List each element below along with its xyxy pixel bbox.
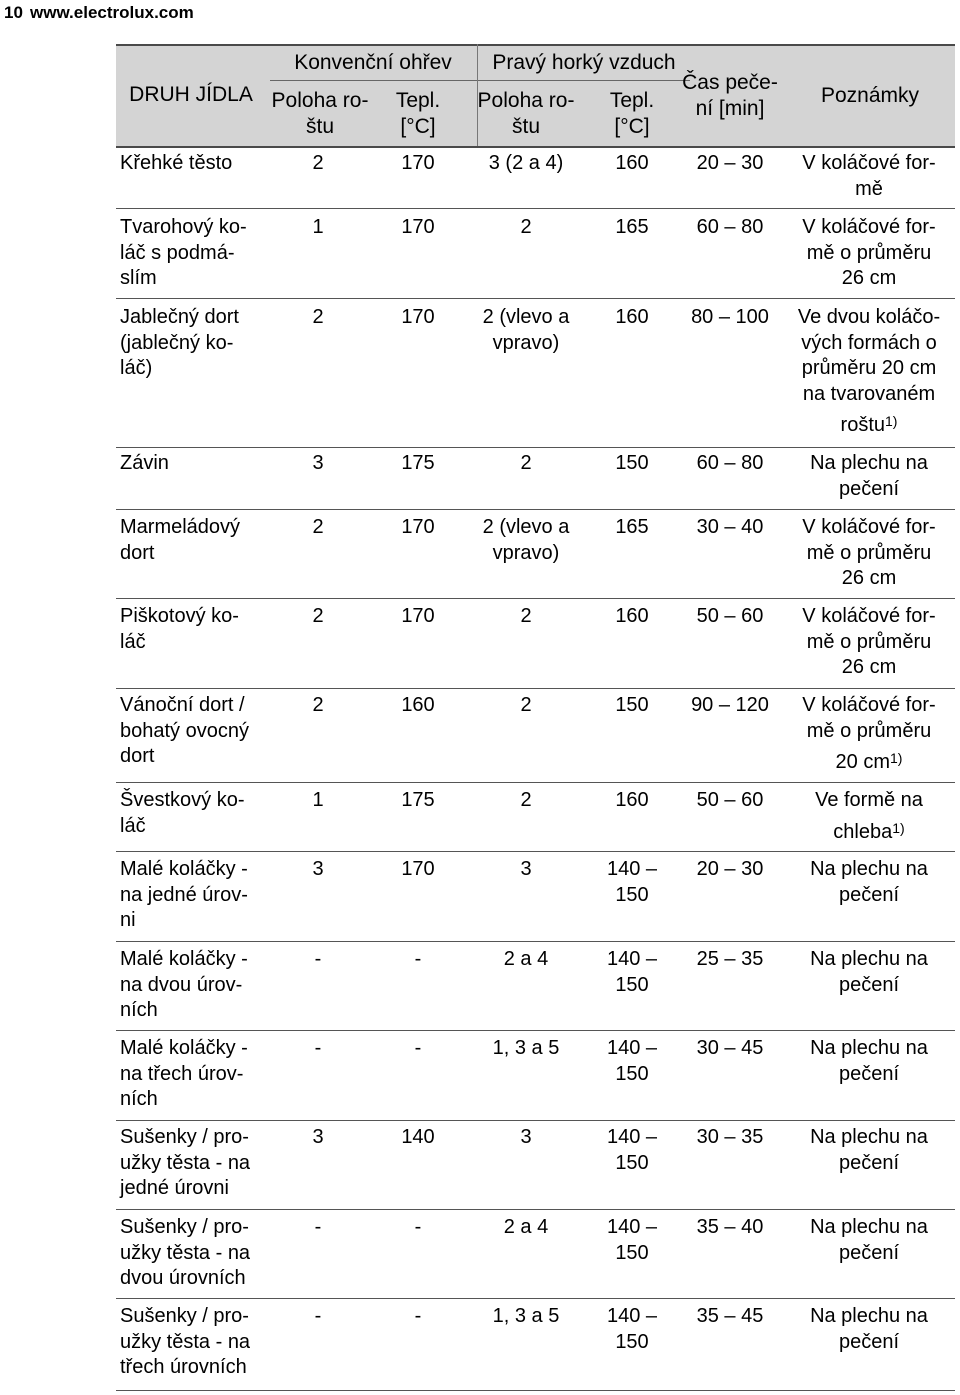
note-text [794, 566, 944, 592]
cell-fan-temp: 160 [615, 306, 649, 328]
dish-name: Malé koláčky - [120, 1037, 248, 1059]
cell-fan-temp: 150 [615, 694, 649, 716]
cell-fan-shelf: 2 [520, 605, 532, 627]
cell-fan-shelf: 2 a 4 [503, 948, 549, 970]
row-divider [116, 509, 955, 510]
note-text [794, 266, 944, 292]
cell-conv-temp: 175 [401, 789, 435, 811]
cell-time: 30 – 40 [696, 516, 764, 538]
header-notes: Poznámky [820, 84, 920, 107]
dish-name: Jablečný dort [120, 306, 239, 328]
cell-time: 80 – 100 [691, 306, 769, 328]
header-fan-temp [592, 88, 672, 140]
note-line: Ve formě na [815, 789, 923, 811]
note-text [794, 883, 944, 909]
note-line: pečení [838, 1062, 900, 1085]
row-divider [116, 1390, 955, 1391]
note-line: 26 cm [841, 267, 897, 289]
cell-conv-temp: - [414, 1305, 422, 1327]
cell-fan-shelf: 2 [520, 694, 532, 716]
note-line: pečení [838, 1151, 900, 1174]
cell-fan-shelf: 1, 3 a 5 [492, 1037, 560, 1059]
dish-name: třech úrovních [120, 1356, 247, 1378]
header-conv-shelf-line2: štu [305, 115, 334, 138]
cell-conv-shelf: 2 [312, 306, 324, 328]
note-text [794, 177, 944, 203]
cell-fan-temp: 160 [615, 605, 649, 627]
cell-conv-shelf: 1 [312, 216, 324, 238]
cell-conv-temp: 170 [401, 152, 435, 174]
cell-conv-temp: 170 [401, 858, 435, 880]
note-text [794, 1125, 944, 1151]
dish-name: slím [120, 267, 157, 289]
note-line: V koláčové for- [802, 152, 936, 174]
note-line: pečení [838, 1330, 900, 1353]
dish-name: Křehké těsto [120, 152, 233, 174]
dish-name: na třech úrov- [120, 1062, 244, 1085]
note-line: 20 cm [835, 751, 890, 773]
dish-name: užky těsta - na [120, 1241, 251, 1264]
note-text [794, 241, 944, 267]
dish-name: Sušenky / pro- [120, 1126, 249, 1148]
note-line: mě o průměru [806, 630, 932, 653]
note-text [794, 541, 944, 567]
cell-fan-shelf: 3 (2 a 4) [488, 152, 564, 174]
header-fan-shelf-line1: Poloha ro- [477, 89, 575, 112]
note-line: na tvarovaném [802, 382, 936, 405]
note-line: pečení [838, 973, 900, 996]
note-line: pečení [838, 883, 900, 906]
dish-name: dort [120, 541, 155, 564]
dish-name: Piškotový ko- [120, 605, 239, 627]
cell-conv-shelf: 2 [312, 694, 324, 716]
cell-fan-temp: 150 [615, 452, 649, 474]
header-time [680, 70, 780, 122]
website-url: www.electrolux.com [30, 3, 194, 22]
header-conv-temp-line1: Tepl. [395, 89, 441, 112]
note-line: V koláčové for- [802, 694, 936, 716]
note-line: 26 cm [841, 567, 897, 589]
dish-name: jedné úrovni [120, 1177, 229, 1199]
cell-conv-shelf: 1 [312, 789, 324, 811]
note-line: Na plechu na [810, 1216, 928, 1238]
note-line: roštu [840, 414, 885, 436]
cell-time: 50 – 60 [696, 605, 764, 627]
note-line: Na plechu na [810, 1037, 928, 1059]
note-line: Na plechu na [810, 858, 928, 880]
cell-time: 35 – 40 [696, 1216, 764, 1238]
footnote-ref: 1) [892, 819, 905, 836]
cell-fan-temp: 140 – [606, 948, 658, 970]
cell-conv-temp: 170 [401, 216, 435, 238]
row-divider [116, 941, 955, 942]
note-text [794, 451, 944, 477]
note-text [794, 947, 944, 973]
note-line: V koláčové for- [802, 605, 936, 627]
note-text [794, 719, 944, 745]
row-divider [116, 851, 955, 852]
dish-name: dvou úrovních [120, 1267, 246, 1289]
cell-conv-temp: - [414, 948, 422, 970]
cell-fan-temp: 150 [615, 973, 649, 996]
note-line: Na plechu na [810, 1126, 928, 1148]
dish-name: Malé koláčky - [120, 948, 248, 970]
cell-conv-shelf: 3 [312, 858, 324, 880]
cell-time: 60 – 80 [696, 216, 764, 238]
cell-fan-temp: 165 [615, 216, 649, 238]
cell-time: 20 – 30 [696, 858, 764, 880]
dish-name: Švestkový ko- [120, 789, 245, 811]
note-line: mě o průměru [806, 241, 932, 264]
dish-name: Sušenky / pro- [120, 1216, 249, 1238]
note-text [794, 331, 944, 357]
cell-time: 20 – 30 [696, 152, 764, 174]
cell-time: 30 – 35 [696, 1126, 764, 1148]
dish-name: ních [120, 1088, 158, 1110]
cell-conv-shelf: - [314, 1037, 322, 1059]
row-divider [116, 447, 955, 448]
cell-conv-temp: 160 [401, 694, 435, 716]
row-divider [116, 1120, 955, 1121]
note-text [794, 1151, 944, 1177]
note-text [794, 477, 944, 503]
note-text [794, 1330, 944, 1356]
dish-name: láč [120, 814, 146, 837]
cell-fan-shelf: 2 (vlevo a [482, 516, 570, 538]
cell-fan-temp: 140 – [606, 1037, 658, 1059]
dish-name: na dvou úrov- [120, 973, 243, 996]
cell-time: 30 – 45 [696, 1037, 764, 1059]
cell-fan-temp: 140 – [606, 1216, 658, 1238]
note-text [794, 151, 944, 177]
page-header [4, 0, 194, 26]
cell-conv-shelf: 2 [312, 152, 324, 174]
note-text [794, 820, 944, 846]
row-divider [116, 1298, 955, 1299]
cell-fan-temp: 140 – [606, 1305, 658, 1327]
dish-name: na jedné úrov- [120, 883, 248, 906]
dish-name: užky těsta - na [120, 1151, 251, 1174]
note-line: mě o průměru [806, 541, 932, 564]
row-divider [116, 298, 955, 299]
dish-name: dort [120, 745, 155, 767]
note-line: mě [855, 177, 883, 200]
page-number: 10 [4, 3, 23, 22]
header-true-fan: Pravý horký vzduch [492, 51, 676, 74]
cell-fan-temp: 140 – [606, 1126, 658, 1148]
dish-name: Sušenky / pro- [120, 1305, 249, 1327]
note-text [794, 1062, 944, 1088]
cell-conv-shelf: 2 [312, 516, 324, 538]
cell-fan-temp: 165 [615, 516, 649, 538]
note-text [794, 973, 944, 999]
row-divider [116, 208, 955, 209]
header-dish-type: DRUH JÍDLA [129, 83, 253, 106]
cell-fan-shelf: 1, 3 a 5 [492, 1305, 560, 1327]
footnote-ref: 1) [890, 750, 903, 766]
note-text [794, 604, 944, 630]
note-text [794, 1215, 944, 1241]
header-conv-shelf-line1: Poloha ro- [271, 89, 369, 112]
cell-conv-temp: 170 [401, 516, 435, 538]
header-fan-shelf-line2: štu [511, 115, 540, 138]
row-divider [116, 1209, 955, 1210]
note-text [794, 515, 944, 541]
note-line: pečení [838, 1241, 900, 1264]
dish-name: ni [120, 909, 136, 931]
cell-fan-shelf: 3 [520, 1126, 532, 1148]
note-line: V koláčové for- [802, 516, 936, 538]
dish-name: láč) [120, 357, 153, 379]
dish-name: (jablečný ko- [120, 331, 234, 354]
table-header-border [116, 146, 955, 148]
cell-time: 50 – 60 [696, 789, 764, 811]
note-line: Na plechu na [810, 452, 928, 474]
note-text [794, 630, 944, 656]
note-text [794, 382, 944, 408]
cell-fan-shelf: 2 a 4 [503, 1216, 549, 1238]
cell-fan-temp: 150 [615, 1151, 649, 1174]
cell-conv-temp: 140 [401, 1126, 435, 1148]
cell-fan-shelf: vpravo) [492, 331, 560, 354]
cell-conv-temp: 175 [401, 452, 435, 474]
dish-name: Malé koláčky - [120, 858, 248, 880]
note-line: mě o průměru [806, 719, 932, 742]
header-conv-temp [378, 88, 458, 140]
note-line: vých formách o [801, 331, 937, 354]
note-line: pečení [838, 477, 900, 500]
dish-name: Závin [120, 452, 169, 474]
note-text [794, 788, 944, 814]
cell-conv-shelf: - [314, 1305, 322, 1327]
row-divider [116, 688, 955, 689]
note-text [794, 1036, 944, 1062]
cell-conv-shelf: - [314, 1216, 322, 1238]
note-line: V koláčové for- [802, 216, 936, 238]
cell-time: 35 – 45 [696, 1305, 764, 1327]
note-line: chleba [833, 820, 893, 843]
note-text [794, 1304, 944, 1330]
footnote-ref: 1) [885, 413, 898, 429]
note-text [794, 356, 944, 382]
cell-conv-shelf: - [314, 948, 322, 970]
note-line: průměru 20 cm [801, 357, 937, 379]
note-line: Na plechu na [810, 948, 928, 970]
cell-fan-shelf: 2 [520, 452, 532, 474]
note-text [794, 305, 944, 331]
cell-conv-shelf: 3 [312, 452, 324, 474]
header-fan-temp-line1: Tepl. [609, 89, 655, 112]
cell-fan-shelf: vpravo) [492, 541, 560, 564]
header-subdivider [270, 80, 690, 81]
cell-fan-shelf: 2 [520, 789, 532, 811]
cell-conv-shelf: 2 [312, 605, 324, 627]
cell-time: 60 – 80 [696, 452, 764, 474]
cell-fan-shelf: 2 (vlevo a [482, 306, 570, 328]
cell-fan-temp: 140 – [606, 858, 658, 880]
cell-time: 90 – 120 [691, 694, 769, 716]
cell-time: 25 – 35 [696, 948, 764, 970]
cell-fan-temp: 150 [615, 1241, 649, 1264]
note-text [794, 693, 944, 719]
cell-fan-shelf: 2 [520, 216, 532, 238]
note-line: Na plechu na [810, 1305, 928, 1327]
cell-fan-shelf: 3 [520, 858, 532, 880]
note-line: 26 cm [841, 656, 897, 678]
dish-name: Tvarohový ko- [120, 216, 247, 238]
note-text [794, 857, 944, 883]
cell-fan-temp: 150 [615, 1062, 649, 1085]
dish-name: láč [120, 630, 146, 653]
dish-name: Marmeládový [120, 516, 241, 538]
row-divider [116, 782, 955, 783]
header-conv-temp-line2: [°C] [400, 115, 436, 138]
cell-fan-temp: 160 [615, 152, 649, 174]
row-divider [116, 1030, 955, 1031]
note-text [794, 215, 944, 241]
cell-fan-temp: 160 [615, 789, 649, 811]
dish-name: láč s podmá- [120, 241, 235, 264]
table-top-border [116, 44, 955, 46]
note-text [794, 750, 944, 776]
header-fan-temp-line2: [°C] [614, 115, 650, 138]
cell-fan-temp: 150 [615, 1330, 649, 1353]
note-text [794, 413, 944, 439]
header-conventional: Konvenční ohřev [294, 51, 452, 74]
dish-name: ních [120, 999, 158, 1021]
cell-conv-temp: 170 [401, 605, 435, 627]
cell-conv-temp: 170 [401, 306, 435, 328]
cell-conv-temp: - [414, 1037, 422, 1059]
dish-name: užky těsta - na [120, 1330, 251, 1353]
note-line: Ve dvou koláčo- [797, 306, 941, 328]
header-time-line1: Čas peče- [682, 71, 778, 94]
cell-fan-temp: 150 [615, 883, 649, 906]
note-text [794, 1241, 944, 1267]
cell-conv-temp: - [414, 1216, 422, 1238]
cell-conv-shelf: 3 [312, 1126, 324, 1148]
row-divider [116, 598, 955, 599]
dish-name: bohatý ovocný [120, 719, 249, 742]
header-conv-shelf [268, 88, 372, 140]
header-time-line2: ní [min] [695, 97, 765, 120]
dish-name: Vánoční dort / [120, 694, 245, 716]
header-fan-shelf [474, 88, 578, 140]
note-text [794, 655, 944, 681]
